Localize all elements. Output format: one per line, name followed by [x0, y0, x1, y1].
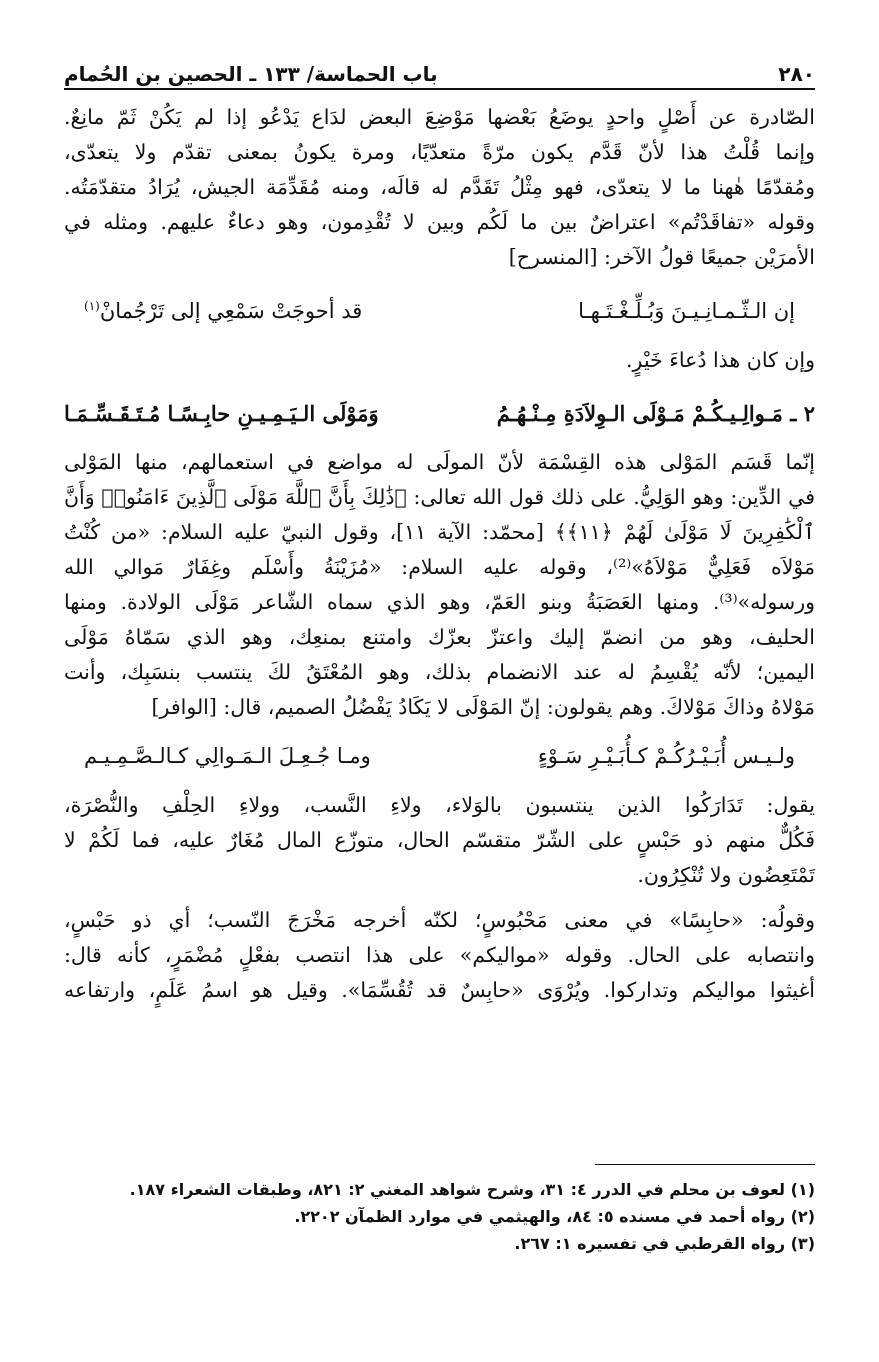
- text-line: أغيثوا مواليكم وتداركوا. ويُرْوَى «حابِسٌ قد تُقُسِّمَا». وقيل هو اسمُ عَلَمٍ، وارتفاعه: [64, 978, 815, 1002]
- text-line: ورسوله»⁽³⁾. ومنها العَصَبَةُ وبنو العَمّ، وهو الذي سماه الشّاعر مَوْلَى الولادة. ومنها: [64, 590, 815, 614]
- text-line: يقول: تَدَارَكُوا الذين ينتسبون بالوَلاء، ولاءِ النَّسب، وولاءِ الحِلْفِ والنُّصْرَة،: [64, 793, 815, 817]
- footnote-ref-1: (١): [84, 299, 100, 313]
- text-line: الحليف، وهو من انضمّ إليك واعتزّ بعزّك وامتنع بمنعِك، وهو الذي سَمّاهُ مَوْلَى: [64, 625, 815, 649]
- text-line: مَوْلاَه فَعَلِيٌّ مَوْلاَهُ»⁽²⁾، وقوله عليه السلام: «مُزَيْنَةُ وأَسْلَم وغِفَارٌ مَوالي الله: [64, 555, 815, 579]
- text-line: وإنما قُلْتُ هذا لأنّ قَدَّم يكون مرّةً متعدّيًا، ومرة يكونُ بمعنى تقدّم ولا يتعدّى،: [64, 140, 815, 164]
- verse-3: [84, 739, 795, 774]
- verse-3-first-hemistich: ولـيـس أُبَـيْـرُكُـمْ كـأُبَـيْـرِ سَـوْءٍ: [537, 744, 795, 768]
- paragraph-4: [64, 788, 815, 893]
- paragraph-5: [64, 903, 815, 1008]
- verse-1-second-text: قد أحوجَتْ سَمْعِي إلى تَرْجُمانْ: [99, 299, 363, 323]
- text-line: الأمرَيْن جميعًا قولُ الآخر: [المنسرح]: [508, 245, 815, 269]
- text-line: وقوله «تفاقَدْتُم» اعتراضٌ بين ما لَكُم وبين لا تُقْدِمون، وهو دعاءٌ عليهم. ومثله في: [64, 210, 815, 234]
- text-line: فَكُلٌّ منهم ذو حَبْسٍ على الشّرّ متقسّم الحال، متوزّع المال مُغَارٌ عليه، فما لَكُمْ لا: [64, 828, 815, 852]
- text-line: في الدِّين: وهو الوَلِيُّ. على ذلك قول الله تعالى: ﴿ذَٰلِكَ بِأَنَّ ٱللَّهَ مَوْلَى ٱلَّذِينَ ءَامَنُوا۟ وَأَنَّ: [64, 485, 815, 509]
- verse-2-second-hemistich: وَمَوْلَى الـيَـمِـيـنِ حابِـسًـا مُـتَـقَـسِّـمَـا: [64, 401, 379, 426]
- paragraph-2: [64, 343, 815, 378]
- footnote-rule: [595, 1164, 815, 1165]
- paragraph-gap: [64, 893, 815, 903]
- footnote-1: (١) لعوف بن محلم في الدرر ٤: ٣١، وشرح شواهد المغني ٢: ٨٢١، وطبقات الشعراء ١٨٧.: [129, 1180, 815, 1199]
- text-line: وانتصابه على الحال. وقوله «مواليكم» على هذا انتصب بفعْلٍ مُضْمَرٍ، كأنه قال:: [64, 943, 815, 967]
- text-line: ومُقدّمًا هٰهنا ما لا يتعدّى، فهو مِثْلُ تَقَدَّم له قالَه، ومنه مُقَدِّمَة الجيش، يُرَادُ متقدّمَتُه.: [64, 175, 815, 199]
- main-text: [64, 100, 815, 1008]
- text-line: وإن كان هذا دُعاءَ خَيْرٍ.: [626, 348, 815, 372]
- verse-2-first-hemistich: [497, 396, 815, 431]
- footnote-2: (٢) رواه أحمد في مسنده ٥: ٨٤، والهيثمي في موارد الظمآن ٢٢٠٢.: [294, 1207, 815, 1226]
- verse-1-second-hemistich: [84, 289, 362, 329]
- verse-1-first-hemistich: إن الـثّـمـانِـيـنَ وَبُـلِّـغْـتَـهـا: [578, 299, 795, 323]
- footnotes: [64, 1176, 815, 1257]
- text-line: إنّما قَسَم المَوْلى هذه القِسْمَة لأنّ المولَى له مواضع في استعمالهم، منها المَوْلى: [64, 450, 815, 474]
- text-line: الصّادرة عن أَصْلٍ واحدٍ يوضَعُ بَعْضها مَوْضِعَ البعض لدَاع يَدْعُو إذا لم يَكُنْ ثَمّ مانِعٌ.: [64, 105, 815, 129]
- running-title: باب الحماسة/ ١٣٣ ـ الحصين بن الحُمام: [64, 62, 438, 86]
- paragraph-1: [64, 100, 815, 275]
- text-line: اليمين؛ لأنّه يُقْسِمُ له عند الانضمام بذلك، وهو المُعْتَقُ لكَ ينتسب بنسَبِك، وأنت: [64, 660, 815, 684]
- verse-2: [64, 396, 815, 431]
- text-line: ٱلْكَٰفِرِينَ لَا مَوْلَىٰ لَهُمْ ﴿١١﴾﴾ [محمّد: الآية ١١]، وقول النبيّ عليه السلام: «من كُنْتُ: [64, 520, 815, 544]
- text-line: تَمْتَعِضُون ولا تُنْكِرُون.: [637, 863, 815, 887]
- page-number: ٢٨٠: [778, 62, 815, 86]
- verse-3-second-hemistich: ومـا جُـعِـلَ الـمَـوالِي كـالـصَّـمِـيـم: [84, 744, 371, 768]
- text-line: مَوْلاهُ وذاكَ مَوْلاكَ. وهم يقولون: إنّ المَوْلَى لا يَكَادُ يَفْضُلُ الصميم، قال: [الوافر]: [151, 695, 815, 719]
- paragraph-3: [64, 445, 815, 725]
- header-rule: [64, 88, 815, 90]
- verse-1: [84, 289, 795, 329]
- page-header: [64, 52, 815, 86]
- footnote-3: (٣) رواه القرطبي في تفسيره ١: ٢٦٧.: [514, 1234, 815, 1253]
- text-line: وقولُه: «حابِسًا» في معنى مَحْبُوسٍ؛ لكنّه أخرجه مَخْرَجَ النّسب؛ أي ذو حَبْسٍ،: [64, 908, 815, 932]
- verse-number: ٢ ـ: [790, 401, 815, 426]
- verse-2-first-text: مَـوالِـيـكُـمْ مَـوْلَى الـوِلاَدَةِ مِـنْـهُـمُ: [496, 401, 783, 426]
